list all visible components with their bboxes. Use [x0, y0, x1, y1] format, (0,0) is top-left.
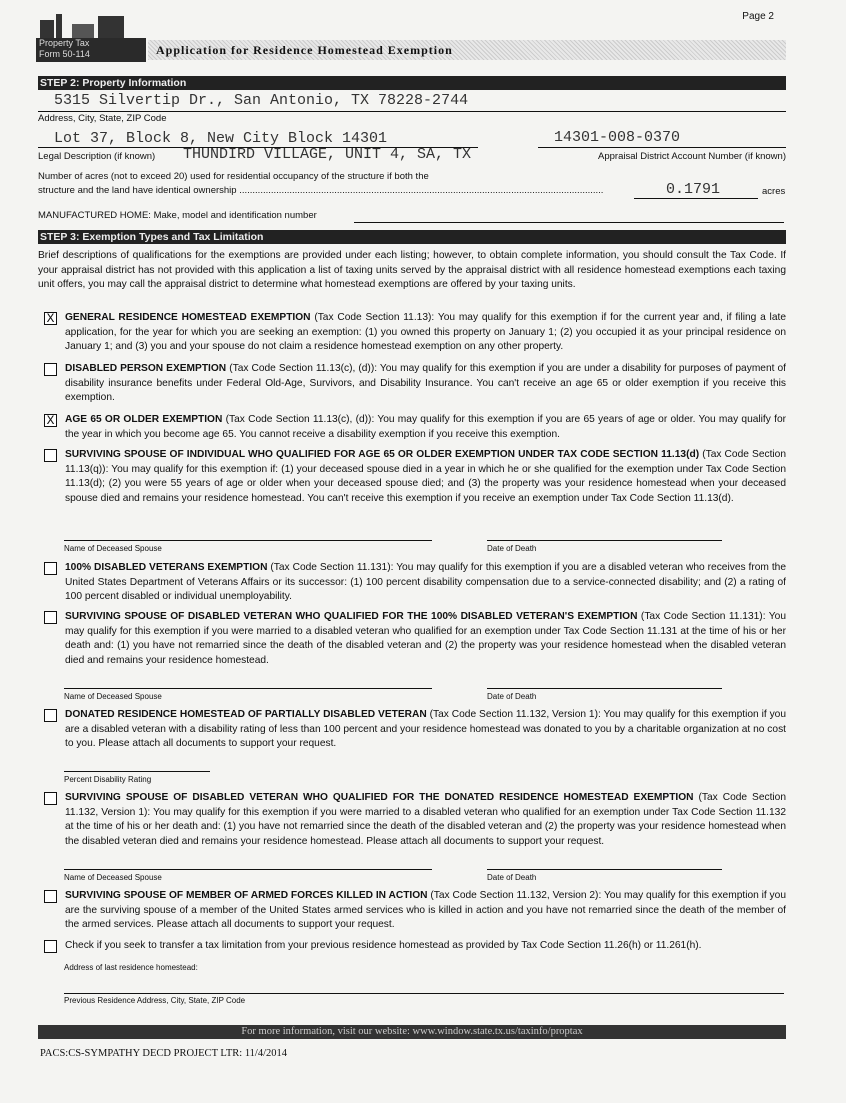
- exemption-title: AGE 65 OR OLDER EXEMPTION: [65, 414, 223, 425]
- exemption-body: (Tax Code Section 11.131): You may qualify for this exemption if you are a disabled veteran who receives from the United States Department of Veterans Affairs or its successor: (1) 100 percent disability compensation due to a service-connected disability; and (2) a rating of 100 percent disabled or individual unemployability.: [65, 562, 787, 602]
- exemption-surviving-spouse-65: [38, 448, 786, 506]
- step2-heading: STEP 2: Property Information: [38, 76, 786, 90]
- checkbox[interactable]: [44, 940, 57, 953]
- logo-text: Property Tax: [39, 38, 90, 48]
- date-of-death-field[interactable]: [487, 688, 722, 689]
- exemption-disabled: [38, 362, 786, 406]
- pacs-note: PACS:CS-SYMPATHY DECD PROJECT LTR: 11/4/2014: [40, 1048, 288, 1059]
- checkbox[interactable]: X: [44, 414, 57, 427]
- legal-label-text: Legal Description (if known): [38, 151, 156, 162]
- acres-value[interactable]: 0.1791: [666, 181, 721, 198]
- step3-intro: Brief descriptions of qualifications for the exemptions are provided under each listing; however, to obtain complete information, you should consult the Tax Code. If your appraisal district has not provided with this application a list of taxing units served by the appraisal district with all residence homestead exemptions each taxing unit offers, you may call the appraisal district to determine what homestead exemptions are offered by your taxing units.: [38, 250, 786, 290]
- deceased-spouse-field[interactable]: [64, 688, 432, 689]
- exemption-body: (Tax Code Section 11.13): You may qualify for this exemption if for the current year and, if filing a late application, for the year for which you are seeking an exemption: (1) you owned this property on January 1; (2) you occupied it as your principal residence on January 1; and (3) you and your spouse do not claim a residence homestead exemption on any other property.: [65, 312, 786, 352]
- exemption-age65: [38, 413, 786, 442]
- acres-unit: acres: [762, 186, 786, 197]
- form-number-box: [36, 38, 146, 62]
- exemption-title: SURVIVING SPOUSE OF DISABLED VETERAN WHO QUALIFIED FOR THE 100% DISABLED VETERAN'S EXEMPTION: [65, 611, 638, 622]
- acres-label-2: structure and the land have identical ownership ..........................................................................................................................................: [38, 185, 604, 196]
- exemption-armed-forces: [38, 889, 786, 933]
- manufactured-home-field[interactable]: [354, 222, 784, 223]
- exemption-body: (Tax Code Section 11.132, Version 2): You may qualify for this exemption if you are the surviving spouse of a member of the United States armed services who is killed in action and you have not remarried since the death of the member of the armed services. Please attach all documents to support your request.: [65, 890, 786, 930]
- deceased-spouse-field[interactable]: [64, 869, 432, 870]
- form-title: Application for Residence Homestead Exemption: [156, 43, 453, 57]
- exemption-title: SURVIVING SPOUSE OF MEMBER OF ARMED FORCES KILLED IN ACTION: [65, 890, 428, 901]
- title-bar: [148, 40, 786, 60]
- acres-label: Number of acres (not to exceed 20) used for residential occupancy of the structure if both the: [38, 171, 429, 182]
- date-of-death-field[interactable]: [487, 540, 722, 541]
- checkbox[interactable]: [44, 449, 57, 462]
- legal-description-value[interactable]: Lot 37, Block 8, New City Block 14301: [54, 130, 388, 147]
- date-of-death-label: Date of Death: [487, 873, 537, 882]
- exemption-donated-homestead: [38, 708, 786, 752]
- manufactured-home-label: MANUFACTURED HOME: Make, model and identification number: [38, 210, 317, 221]
- exemption-body: (Tax Code Section 11.13(c), (d)): You may qualify for this exemption if you are under a disability for purposes of payment of disability insurance benefits under Federal Old-Age, Survivors, and Disability Insurance. You can't receive an age 65 or older exemption if you receive this exemption.: [65, 363, 786, 403]
- date-of-death-label: Date of Death: [487, 692, 537, 701]
- exemption-body: (Tax Code Section 11.132, Version 1): You may qualify for this exemption if you were married to a disabled veteran who qualified for an exemption under Tax Code Section 11.132 at the time of his or her death and: (1) you have not remarried since the death of the disabled veteran and (2) the property was your residence homestead when the disabled veteran died and remains your residence homestead. Please attach all documents to support your request.: [65, 792, 787, 847]
- checkbox[interactable]: X: [44, 312, 57, 325]
- checkbox[interactable]: [44, 363, 57, 376]
- date-of-death-field[interactable]: [487, 869, 722, 870]
- exemption-body: (Tax Code Section 11.13(c), (d)): You may qualify for this exemption if you are 65 years of age or older. You may qualify for the year in which you become age 65. You cannot receive a disability exemption if you receive this exemption.: [65, 414, 786, 440]
- checkbox[interactable]: [44, 562, 57, 575]
- checkbox[interactable]: [44, 611, 57, 624]
- previous-address-field[interactable]: [64, 993, 784, 994]
- address-line: [38, 111, 786, 112]
- exemption-100-disabled-veteran: [38, 561, 786, 605]
- date-of-death-label: Date of Death: [487, 544, 537, 553]
- form-number: Form 50-114: [39, 49, 90, 59]
- exemption-title: DISABLED PERSON EXEMPTION: [65, 363, 227, 374]
- exemption-surviving-spouse-donated: [38, 791, 786, 849]
- legal-description-value-2[interactable]: THUNDIRD VILLAGE, UNIT 4, SA, TX: [183, 146, 472, 163]
- exemption-surviving-spouse-veteran: [38, 610, 786, 668]
- exemption-title: DONATED RESIDENCE HOMESTEAD OF PARTIALLY DISABLED VETERAN: [65, 709, 427, 720]
- step3-heading: STEP 3: Exemption Types and Tax Limitation: [38, 230, 786, 244]
- transfer-tax-limitation: [38, 939, 786, 954]
- account-number-line: [538, 147, 786, 148]
- percent-disability-field[interactable]: [64, 771, 210, 772]
- exemption-body: (Tax Code Section 11.13(q)): You may qualify for this exemption if: (1) your deceased spouse died in a year in which he or she qualified for the exemption under Tax Code Section 11.13(d); (2) you were 55 years of age or older when your deceased spouse died; and (3) the property was your residence homestead when your deceased spouse died and remains your residence homestead. You can't receive this exemption if you receive an exemption under Tax Code Section 11.13(d).: [65, 449, 787, 504]
- checkbox[interactable]: [44, 890, 57, 903]
- exemption-general: [38, 311, 786, 355]
- address-label: Address, City, State, ZIP Code: [38, 113, 167, 124]
- exemption-title: SURVIVING SPOUSE OF INDIVIDUAL WHO QUALIFIED FOR AGE 65 OR OLDER EXEMPTION UNDER TAX CODE SECTION 11.13(d): [65, 449, 700, 460]
- exemption-title: 100% DISABLED VETERANS EXEMPTION: [65, 562, 268, 573]
- deceased-spouse-label: Name of Deceased Spouse: [64, 544, 162, 553]
- previous-address-label: Previous Residence Address, City, State, ZIP Code: [64, 996, 246, 1005]
- deceased-spouse-field[interactable]: [64, 540, 432, 541]
- deceased-spouse-label: Name of Deceased Spouse: [64, 873, 162, 882]
- checkbox[interactable]: [44, 792, 57, 805]
- page-number: Page 2: [742, 11, 774, 22]
- exemption-title: GENERAL RESIDENCE HOMESTEAD EXEMPTION: [65, 312, 311, 323]
- last-address-label: Address of last residence homestead:: [64, 963, 198, 972]
- deceased-spouse-label: Name of Deceased Spouse: [64, 692, 162, 701]
- address-value[interactable]: 5315 Silvertip Dr., San Antonio, TX 78228-2744: [54, 92, 469, 109]
- exemption-body: (Tax Code Section 11.132, Version 1): You may qualify for this exemption if you are a disabled veteran with a disability rating of less than 100 percent and your residence homestead was donated to you by a charitable organization at no cost to you. Please attach all documents to support your request.: [65, 709, 786, 749]
- account-number-value[interactable]: 14301-008-0370: [554, 129, 681, 146]
- percent-disability-label: Percent Disability Rating: [64, 775, 152, 784]
- footer-info-bar: For more information, visit our website: www.window.state.tx.us/taxinfo/proptax: [38, 1025, 786, 1039]
- exemption-title: SURVIVING SPOUSE OF DISABLED VETERAN WHO QUALIFIED FOR THE DONATED RESIDENCE HOMESTEAD EXEMPTION: [65, 792, 694, 803]
- checkbox[interactable]: [44, 709, 57, 722]
- acres-line: [634, 198, 758, 199]
- account-number-label: Appraisal District Account Number (if known): [598, 151, 786, 162]
- exemption-body: Check if you seek to transfer a tax limitation from your previous residence homestead as provided by Tax Code Section 11.26(h) or 11.261(h).: [65, 940, 702, 951]
- exemption-body: (Tax Code Section 11.131): You may qualify for this exemption if you were married to a disabled veteran who qualified for an exemption under Tax Code Section 11.131 at the time of his or her death and: (1) you have not remarried since the death of the disabled veteran and (2) the property was your residence homestead when the disabled veteran died and remains your residence homestead.: [65, 611, 786, 666]
- legal-description-label: [38, 151, 155, 162]
